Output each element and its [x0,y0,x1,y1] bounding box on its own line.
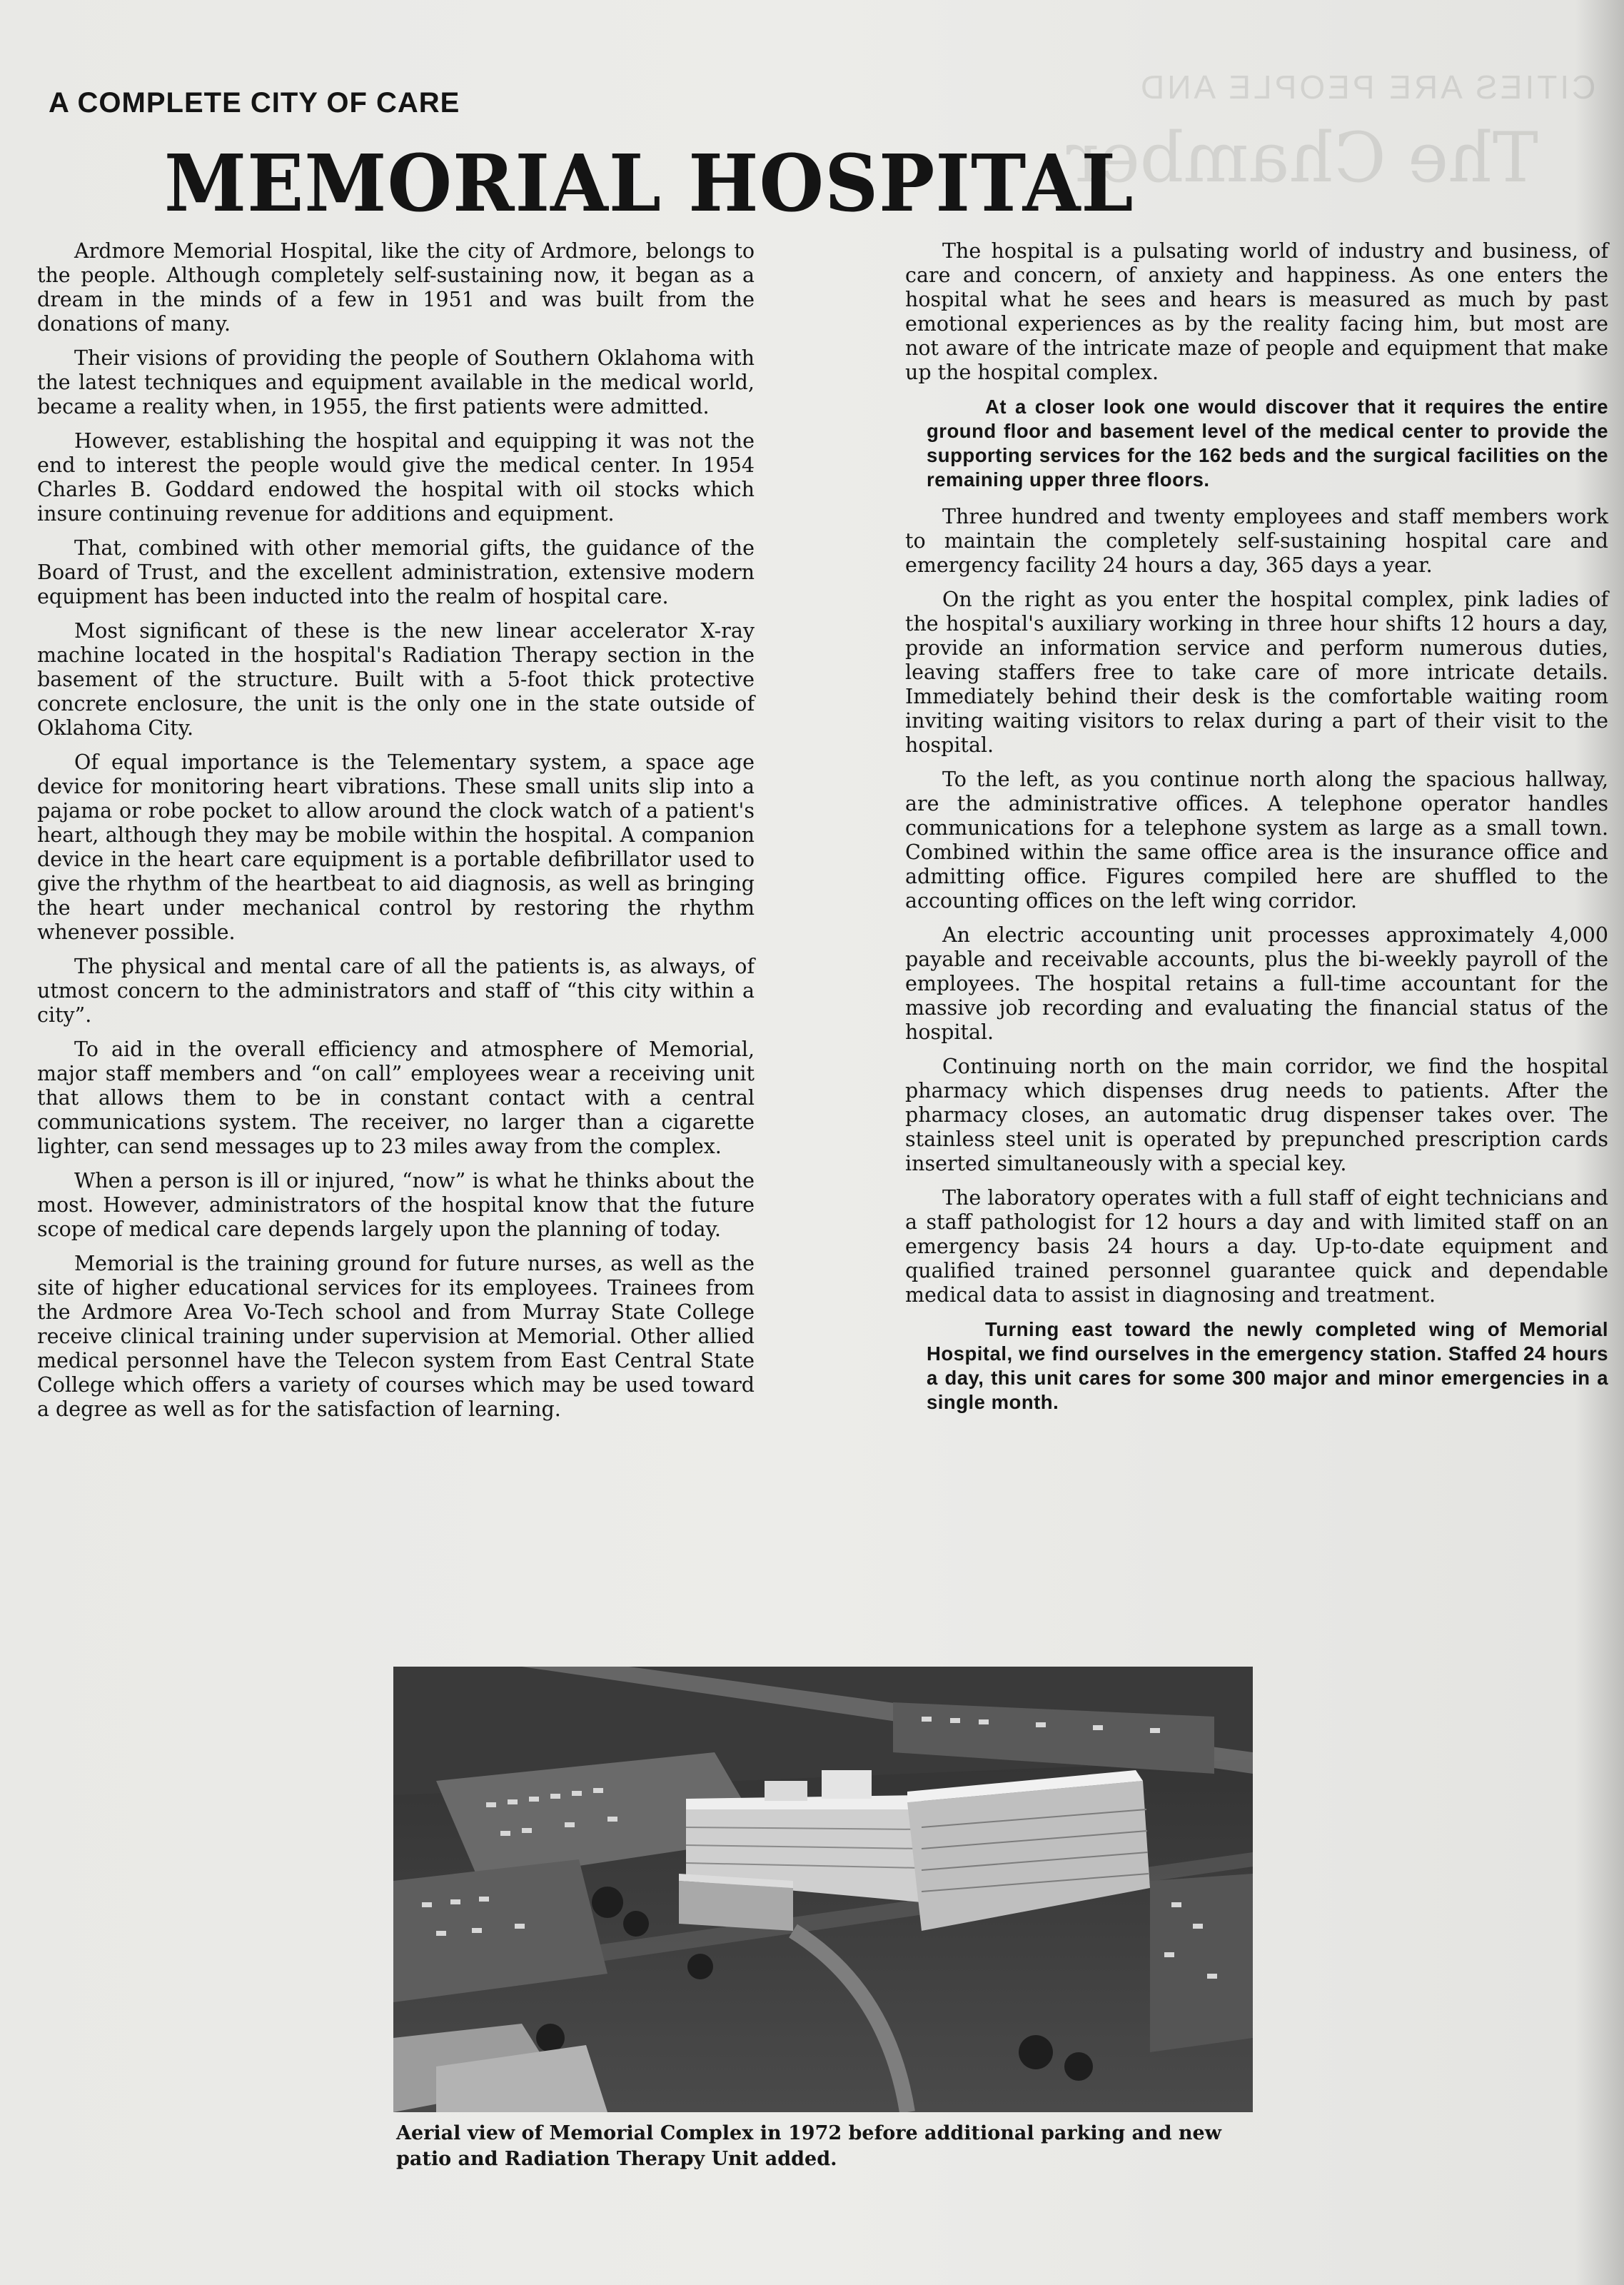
paragraph: That, combined with other memorial gifts, the guidance of the Board of Trust, and the excellent administration, extensive modern equipment has been inducted into the realm of hospital care. [37,536,755,608]
bleed-through-banner: The Chamber [1066,118,1538,198]
paragraph: When a person is ill or injured, “now” is what he thinks about the most. However, administrators of the hospital know that the future scope of medical care depends largely upon the planning of today. [37,1169,755,1241]
paragraph: Most significant of these is the new linear accelerator X-ray machine located in the hospital's Radiation Therapy section in the basement of the structure. Built with a 5-foot thick protective concrete enclosure, the unit is the only one in the state outside of Oklahoma City. [37,619,755,740]
paragraph: To the left, as you continue north along the spacious hallway, are the administrative offices. A telephone operator handles communications for a telephone system as large as a small town. Combined within the same office area is the insurance office and admitting office. Figures compiled here are shuffled to the accounting offices on the left wing corridor. [905,768,1608,913]
paragraph: Continuing north on the main corridor, we find the hospital pharmacy which dispenses drug needs to patients. After the pharmacy closes, an automatic drug dispenser takes over. The stainless steel unit is operated by prepunched prescription cards inserted simultaneously with a special key. [905,1055,1608,1175]
paragraph: Ardmore Memorial Hospital, like the city of Ardmore, belongs to the people. Although completely self-sustaining now, it began as a dream in the minds of a few in 1951 and was built from the donations of many. [37,239,755,336]
section-kicker: A COMPLETE CITY OF CARE [49,87,460,119]
paragraph: The hospital is a pulsating world of industry and business, of care and concern, of anxiety and happiness. As one enters the hospital what he sees and hears is measured as much by past emotional experiences as by the reality facing him, but most are not aware of the intricate maze of people and equipment that make up the hospital complex. [905,239,1608,384]
paragraph: An electric accounting unit processes approximately 4,000 payable and receivable accounts, plus the bi-weekly payroll of the employees. The hospital retains a full-time accountant for the massive job recording and evaluating the financial status of the hospital. [905,923,1608,1044]
paragraph: On the right as you enter the hospital complex, pink ladies of the hospital's auxiliary working in three hour shifts 12 hours a day, provide an information service and perform numerous duties, leaving staffers free to take care of more intricate details. Immediately behind their desk is the comfortable waiting room inviting waiting visitors to relax during a part of their visit to the hospital. [905,588,1608,757]
paragraph: However, establishing the hospital and equipping it was not the end to interest the people would give the medical center. In 1954 Charles B. Goddard endowed the hospital with oil stocks which insure continuing revenue for additions and equipment. [37,429,755,526]
bold-callout: Turning east toward the newly completed wing of Memorial Hospital, we find ourselves in the emergency station. Staffed 24 hours a day, this unit cares for some 300 major and minor emergencies in a single month. [927,1318,1608,1413]
bleed-through-heading: CITIES ARE PEOPLE AND [1137,69,1595,106]
aerial-photo [393,1667,1253,2112]
paragraph: The laboratory operates with a full staff of eight technicians and a staff pathologist for 12 hours a day and with limited staff on an emergency basis 24 hours a day. Up-to-date equipment and qualified trained personnel guarantee quick and dependable medical data to assist in diagnosing and treatment. [905,1186,1608,1307]
paragraph: Three hundred and twenty employees and staff members work to maintain the completely self-sustaining hospital care and emergency facility 24 hours a day, 365 days a year. [905,505,1608,577]
paragraph: The physical and mental care of all the patients is, as always, of utmost concern to the administrators and staff of “this city within a city”. [37,955,755,1027]
aerial-photo-illustration [393,1667,1253,2112]
paragraph: Of equal importance is the Telementary system, a space age device for monitoring heart vibrations. These small units slip into a pajama or robe pocket to allow around the clock watch of a patient's heart, although they may be mobile within the hospital. A companion device in the heart care equipment is a portable defibrillator used to give the rhythm of the heartbeat to aid diagnosis, as well as bringing the heart under mechanical control by restoring the rhythm whenever possible. [37,750,755,944]
left-column [37,239,755,1432]
photo-caption: Aerial view of Memorial Complex in 1972 before additional parking and new patio and Radiation Therapy Unit added. [396,2122,1221,2170]
paragraph: Their visions of providing the people of Southern Oklahoma with the latest techniques and equipment available in the medical world, became a reality when, in 1955, the first patients were admitted. [37,346,755,418]
right-column [905,239,1608,1427]
paragraph: Memorial is the training ground for future nurses, as well as the site of higher educational services for its employees. Trainees from the Ardmore Area Vo-Tech school and from Murray State College receive clinical training under supervision at Memorial. Other allied medical personnel have the Telecon system from East Central State College which offers a variety of courses which may be used toward a degree as well as for the satisfaction of learning. [37,1252,755,1421]
article-headline: MEMORIAL HOSPITAL [164,136,1134,230]
paragraph: To aid in the overall efficiency and atmosphere of Memorial, major staff members and “on call” employees wear a receiving unit that allows them to be in constant contact with a central communications system. The receiver, no larger than a cigarette lighter, can send messages up to 23 miles away from the complex. [37,1038,755,1158]
bold-callout: At a closer look one would discover that it requires the entire ground floor and basement level of the medical center to provide the supporting services for the 162 beds and the surgical facilities on the remaining upper three floors. [927,396,1608,491]
